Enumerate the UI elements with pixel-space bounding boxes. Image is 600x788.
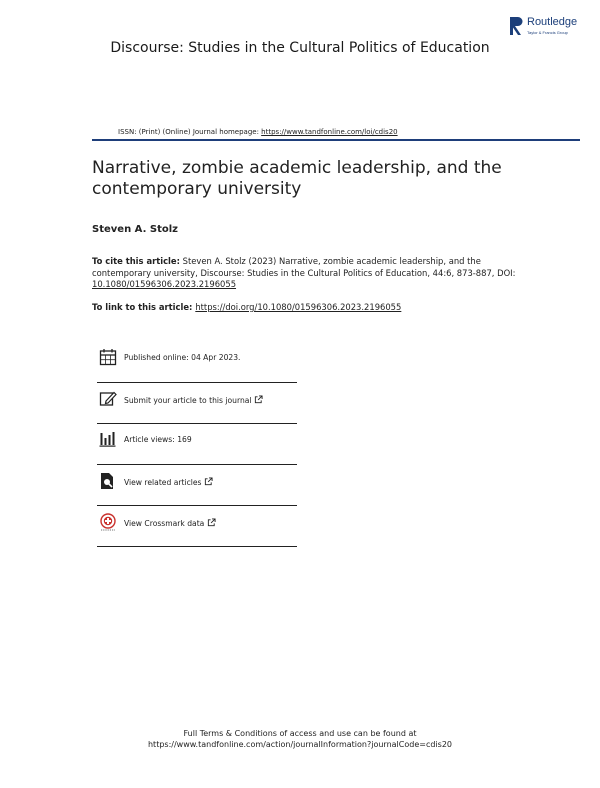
meta-divider [97, 464, 297, 465]
bar-chart-icon [99, 430, 117, 448]
views-row [97, 428, 297, 454]
external-link-icon [204, 477, 213, 486]
journal-title: Discourse: Studies in the Cultural Politics of Education [110, 40, 490, 56]
meta-divider [97, 505, 297, 506]
issn-prefix: ISSN: (Print) (Online) Journal homepage: [118, 128, 262, 136]
submit-row[interactable] [97, 388, 297, 414]
crossmark-icon [99, 513, 117, 531]
routledge-logo-icon [510, 16, 524, 36]
brand-subtitle: Taylor & Francis Group [527, 30, 568, 35]
meta-divider [97, 423, 297, 424]
terms-url[interactable]: https://www.tandfonline.com/action/journalInformation?journalCode=cdis20 [147, 740, 452, 749]
published-row [97, 346, 297, 372]
related-row[interactable] [97, 470, 297, 496]
terms-footer [0, 728, 600, 750]
header-rule [92, 139, 580, 141]
citation-block [92, 256, 522, 291]
article-author: Steven A. Stolz [92, 224, 178, 235]
cite-text: Steven A. Stolz (2023) Narrative, zombie academic leadership, and the contemporary university, Discourse: Studies in the Cultural Politics of Education, 44:6, 873-887, DOI: [92, 256, 516, 278]
external-link-icon [207, 518, 216, 527]
meta-divider [97, 382, 297, 383]
routledge-logo [510, 14, 588, 40]
crossmark-label: View Crossmark data [124, 519, 205, 528]
issn-line [118, 128, 398, 136]
article-views: Article views: 169 [124, 435, 192, 444]
cite-label: To cite this article: [92, 256, 180, 266]
brand-name: Routledge [527, 16, 578, 28]
external-link-icon [254, 395, 263, 404]
terms-line: Full Terms & Conditions of access and use can be found at [183, 729, 417, 738]
doi-link[interactable]: 10.1080/01596306.2023.2196055 [92, 279, 237, 289]
link-label: To link to this article: [92, 302, 196, 312]
related-articles-label: View related articles [124, 478, 202, 487]
article-title: Narrative, zombie academic leadership, and the contemporary university [92, 158, 502, 199]
published-date: Published online: 04 Apr 2023. [124, 353, 241, 362]
journal-homepage-link[interactable]: https://www.tandfonline.com/loi/cdis20 [261, 128, 398, 136]
crossmark-row[interactable] [97, 511, 297, 537]
link-to-article [92, 302, 401, 312]
submit-article-link[interactable] [124, 395, 263, 405]
related-articles-icon [99, 472, 117, 490]
related-articles-link[interactable] [124, 477, 213, 487]
calendar-icon [99, 348, 117, 366]
article-url-link[interactable]: https://doi.org/10.1080/01596306.2023.2196055 [195, 302, 402, 312]
edit-icon [99, 390, 117, 408]
submit-article-label: Submit your article to this journal [124, 396, 252, 405]
meta-divider [97, 546, 297, 547]
crossmark-link[interactable] [124, 518, 216, 528]
